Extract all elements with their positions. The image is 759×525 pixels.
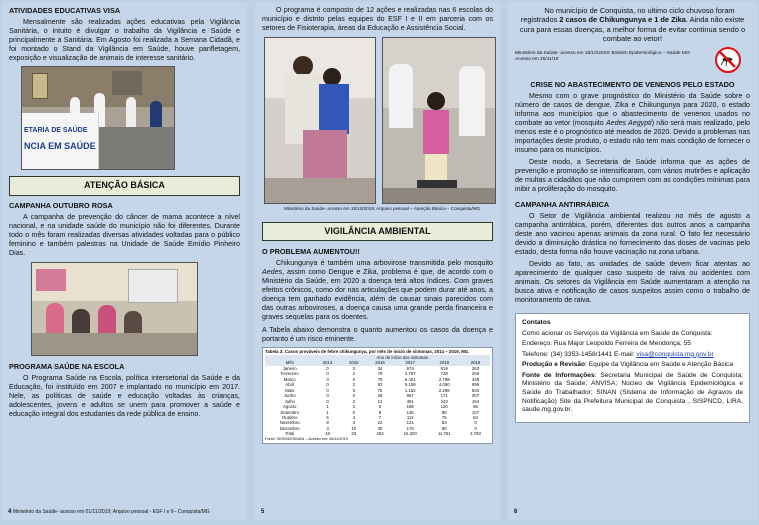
table-cell: Setembro <box>280 409 300 415</box>
table-cell: 2.296 <box>438 387 450 393</box>
contacts-box <box>515 313 750 423</box>
table-cell: 1 <box>326 409 329 415</box>
page-number: 5 <box>261 509 265 516</box>
table-header-cell: 2017 <box>393 360 427 365</box>
table-source: Fonte: SES/MG/SINAN – Acesso em: 06/11/2019 <box>265 436 348 441</box>
table-cell: 4.050 <box>438 382 450 388</box>
table-cell: 8 <box>326 420 329 426</box>
table-header-cell: 2014 <box>314 360 340 365</box>
table-cell: 107 <box>471 409 480 415</box>
table-cell: Total <box>285 431 295 437</box>
table-cell: Janeiro <box>282 365 297 371</box>
paragraph-visa: Mensalmente são realizadas ações educativas pela Vigilância Sanitária, o intuito é divulgar o trabalho da Vigilância e Saúde e principalmente a Sanitária. Em Agosto foi realizada a Semana Cidadã, e foi montado o Stand da Vigilância em Saúde, houve panfletagem, exposição e visualização de animais de interesse sanitário. <box>9 18 240 63</box>
table-header-cell: 2015 <box>341 360 367 365</box>
table-cell: 728 <box>440 371 448 377</box>
table-cell: 16.320 <box>403 431 417 437</box>
table-cell: Fevereiro <box>280 371 299 377</box>
table-cell: 93 <box>377 382 383 388</box>
table-cell: Outubro <box>281 415 298 420</box>
email-link[interactable]: visa@conquista.mg.gov.br <box>636 350 714 358</box>
table-cell: Maio <box>285 387 295 393</box>
page-5-column <box>255 2 500 520</box>
banner-text-1: ETARIA DE SAÚDE <box>24 127 88 135</box>
table-cell: 40 <box>377 425 383 431</box>
table-cell: Abril <box>285 382 295 388</box>
table-cell: 5 <box>352 387 355 393</box>
table-subheader: Ano de início dos sintomas <box>314 355 490 360</box>
table-cell: Março <box>283 376 296 382</box>
table-cell: 0 <box>326 371 329 377</box>
table-cell: 3 <box>352 420 355 426</box>
paragraph-tabela: A Tabela abaixo demonstra o quanto aumentou os casos da doença e portanto é um risco eminente. <box>262 326 493 344</box>
heading-antirrabica: CAMPANHA ANTIRRÁBICA <box>515 199 610 209</box>
table-cell: 3 <box>352 404 355 410</box>
photo-pair <box>262 37 493 204</box>
table-cell: 2 <box>352 382 355 388</box>
chikungunya-table <box>265 355 490 437</box>
table-cell: 0 <box>326 365 329 371</box>
paragraph-antirrabica-2: Devido ao fato, as unidades de saúde devem ficar atentas ao aparecimento de qualquer caso suspeito de raiva ou acidentes com animais. Os setores da Vigilância em Saúde aumentaram a atenção na busca ativa e notificação de casos suspeitos assim como o trabalho de monitoramento de raiva. <box>515 260 750 305</box>
paragraph-outubro-rosa: A campanha de prevenção do câncer de mama acontece a nível nacional, e na unidade saúde do município não foi diferentes. Durante todo o mês foram realizadas diversas atividades voltadas para o público feminino e também palestras na Unidade de Saúde Emídio Pinheiro Dias. <box>9 212 240 257</box>
table-cell: 6.401 <box>404 376 416 382</box>
table-cell: 819 <box>440 365 448 371</box>
table-cell: 263 <box>471 365 480 371</box>
table-cell: 154 <box>471 398 480 404</box>
table-header-cell: 2016 <box>367 360 393 365</box>
table-cell: 18 <box>325 431 330 437</box>
table-cell: 307 <box>471 393 480 399</box>
paragraph-programa: O programa é composto de 12 ações e realizadas nas 6 escolas do município e distrito pelas equipes do ESF I e II em parceria com os setores de Fisioterapia, áreas da Educação e Assistência Social. <box>262 6 493 32</box>
table-cell: 967 <box>406 393 414 399</box>
table-cell: 135 <box>406 409 414 415</box>
heading-outubro-rosa: CAMPANHA OUTUBRO ROSA <box>9 200 113 210</box>
table-cell: 453 <box>376 431 384 437</box>
photo-school-2 <box>382 37 496 204</box>
table-cell: Julho <box>284 398 295 404</box>
table-cell: 88 <box>441 409 447 415</box>
source-text: Ministério da Saúde- acesso em 18/10/2019; Boletim Epidemiológico – Saúde MG- Acesso em 25/11/19 <box>515 50 692 62</box>
photo-caption: Ministério da Saúde- acesso em 15/10/2019; Arquivo pessoal – Atenção Básica – Conquista/MG <box>284 206 481 211</box>
paragraph-secretaria: Deste modo, a Secretaria de Saúde informa que as ações de prevenção e promoção se intensificaram, com vários mutirões e aplicação de multas a cidadãos que não cumprirem com as condições mínimas para inibir a proliferação do mosquito. <box>515 157 750 193</box>
footer-page-6 <box>514 509 751 517</box>
table-cell: 0 <box>326 382 329 388</box>
banner-text-2: NCIA EM SAÚDE <box>24 141 96 152</box>
contacts-intro: Como acionar os Serviços da Vigilância em Saúde de Conquista: <box>522 329 713 337</box>
table-cell: 491 <box>406 398 414 404</box>
table-cell: Dezembro <box>279 425 300 431</box>
no-mosquito-icon <box>715 47 741 73</box>
table-header-cell: Mês <box>265 360 314 365</box>
paragraph-chikungunya: Chikungunya é também uma arbovirose transmitida pelo mosquito Aedes, assim como Dengue e Zika, problema é que, de acordo com o Ministério da Saúde, em 2020 a doença terá altos índices. Com graves efeitos crônicos, como dor nas articulações que podem durar até anos, a doença tem ganhado evidência, além de causar sinais parecidos com das outras arboviroses, a doença causa uma grande perda financeira e graves sequelas para os doentes. <box>262 259 493 322</box>
table-cell: 34 <box>377 365 383 371</box>
table-cell: 0 <box>326 387 329 393</box>
contacts-address: Endereço: Rua Major Leopoldo Ferreira de Mendonça, 55 <box>522 340 691 348</box>
contacts-producao: Produção e Revisão: Equipe da Vigilância em Saúde e Atenção Básica <box>522 361 734 369</box>
table-cell: 2.757 <box>404 371 416 377</box>
table-cell: 188 <box>406 404 414 410</box>
table-cell: 0 <box>326 393 329 399</box>
table-cell: Junho <box>283 393 296 399</box>
table-cell: 11.761 <box>437 431 451 437</box>
table-cell: 175 <box>406 425 414 431</box>
table-cell: 12 <box>377 398 383 404</box>
source-block <box>515 47 750 77</box>
table-cell: 75 <box>377 387 383 393</box>
table-cell: 335 <box>471 376 480 382</box>
table-cell: 10 <box>351 425 357 431</box>
table-cell: 0 <box>474 425 477 431</box>
paragraph-casos-conquista: No município de Conquista, no ultimo ciclo chuvoso foram registrados 2 casos de Chikungunya e 1 de Zika. Ainda não existe cura para essas doenças, a melhor forma de evitar continua sendo o combate ao vetor! <box>519 6 746 44</box>
paragraph-antirrabica-1: O Setor de Vigilância ambiental realizou no mês de agosto a campanha antirrábica, porém, diferentes dos outros anos a campanha deste ano vacinou apenas animais da zona rural. O fato fez necessário devido a diminuição drástica no fornecimento das doses de vacinas pelo estado, desta forma não houve vacinação na zona urbana. <box>515 212 750 257</box>
table-cell: 3 <box>352 365 355 371</box>
page-number: 6 <box>514 509 518 516</box>
table-cell: 674 <box>406 365 414 371</box>
chikungunya-table-box <box>262 347 493 443</box>
section-atencao-basica: ATENÇÃO BÁSICA <box>9 176 240 195</box>
table-cell: 5 <box>378 404 382 410</box>
paragraph-crise: Mesmo com o grave prognóstico do Ministério da Saúde sobre o número de casos de dengue, Zika e Chikungunya para 2020, o estado informa aos municípios que o abastecimento de venenos usados no combate ao vetor (mosquito Aedes Aegypti) não será mais realizado, pelo menos este é o prognóstico até meados de 2020. Devido a problemas nas importações deste produto, o estado não tem mais condição de fornecer o insumo para os municípios. <box>515 91 751 154</box>
table-cell: 999 <box>471 382 480 388</box>
table-cell: 78 <box>377 371 383 377</box>
table-cell: 2 <box>352 398 355 404</box>
photo-school-1 <box>264 37 376 204</box>
page-6-column <box>508 2 757 520</box>
section-vigilancia-ambiental: VIGILÂNCIA AMBIENTAL <box>262 222 493 241</box>
contacts-fonte: Fonte de Informações: Secretaria Municipal de Saúde de Conquista; Ministério da Saúde; ANVISA; Núcleo de Vigilância Epidemiológica e Saúde do Trabalhador; SINAN (Sistema de Informação de Agravos de Notificação) Site da Prefeitura Municipal de Conquista , SISPNCD, LIRA, saude.mg.gov.br. <box>522 371 743 414</box>
heading-saude-na-escola: PROGRAMA SAÚDE NA ESCOLA <box>9 361 125 371</box>
table-cell: 22 <box>377 420 383 426</box>
table-cell: 4 <box>352 415 355 420</box>
footer-page-5 <box>261 509 494 517</box>
table-cell: 64 <box>473 415 478 420</box>
footer-source: Ministério da Saúde- acesso em 01/11/2019; Arquivo pessoal - ESF I e II– Conquista/MG <box>12 509 210 516</box>
table-cell: 1 <box>326 404 329 410</box>
paragraph-saude-na-escola: O Programa Saúde na Escola, política intersetorial da Saúde e da Educação, foi instituído em 2007 e implantado no município em 2017. Nele, as políticas de saúde e educação voltadas às crianças, adolescentes, jovens e adultos se unem para promover a saúde e educação integral dos estudantes da rede pública de ensino. <box>9 374 240 419</box>
contacts-phone: Telefone: (34) 3353-1458/1441 E-mail: visa@conquista.mg.gov.br <box>522 350 714 358</box>
table-cell: 0 <box>352 376 355 382</box>
table-cell: 0 <box>474 420 477 426</box>
table-cell: 121 <box>406 420 414 426</box>
table-cell: 5.159 <box>404 382 416 388</box>
photo-visa-stand <box>21 66 175 170</box>
table-cell: 1.152 <box>404 387 416 393</box>
table-cell: 112 <box>406 415 414 420</box>
table-cell: 5 <box>326 415 329 420</box>
table-cell: Agosto <box>283 404 297 410</box>
table-cell: Novembro <box>279 420 300 426</box>
table-cell: 0 <box>352 409 355 415</box>
table-cell: 83 <box>441 420 447 426</box>
contacts-title: Contatos <box>522 319 551 327</box>
table-title: Tabela 3: Casos prováveis de febre chikungunya, por mês de início de sintomas, 2014 – 2019, MG. <box>265 349 470 355</box>
table-cell: 9 <box>378 409 382 415</box>
heading-problema-aumentou: O PROBLEMA AUMENTOU!! <box>262 247 360 257</box>
page-number: 4 <box>8 509 12 516</box>
table-header-cell: 2019 <box>461 360 490 365</box>
table-cell: 3 <box>326 425 329 431</box>
heading-atividades-educativas: ATIVIDADES EDUCATIVAS VISA <box>9 6 121 15</box>
heading-crise-venenos: CRISE NO ABASTECIMENTO DE VENENOS PELO ESTADO <box>530 79 735 89</box>
page-4-column <box>2 2 247 520</box>
table-cell: 78 <box>377 376 383 382</box>
table-cell: 28 <box>377 393 383 399</box>
table-cell: 75 <box>441 415 447 420</box>
table-cell: 120 <box>440 404 448 410</box>
table-body <box>265 366 490 437</box>
table-cell: 171 <box>440 393 448 399</box>
table-cell: 269 <box>471 371 480 377</box>
photo-outubro-rosa <box>31 262 198 356</box>
table-cell: 2.793 <box>470 431 481 437</box>
table-cell: 0 <box>326 398 329 404</box>
table-header-cell: 2018 <box>427 360 461 365</box>
table-cell: 80 <box>441 425 447 431</box>
table-cell: 2.798 <box>438 376 450 382</box>
table-cell: 33 <box>351 431 357 437</box>
table-cell: 7 <box>378 415 382 420</box>
footer-page-4 <box>8 509 241 517</box>
table-cell: 0 <box>352 393 355 399</box>
table-cell: 86 <box>473 404 478 410</box>
table-cell: 243 <box>440 398 448 404</box>
table-cell: 0 <box>326 376 329 382</box>
table-cell: 633 <box>471 387 480 393</box>
table-cell: 2 <box>352 371 355 377</box>
